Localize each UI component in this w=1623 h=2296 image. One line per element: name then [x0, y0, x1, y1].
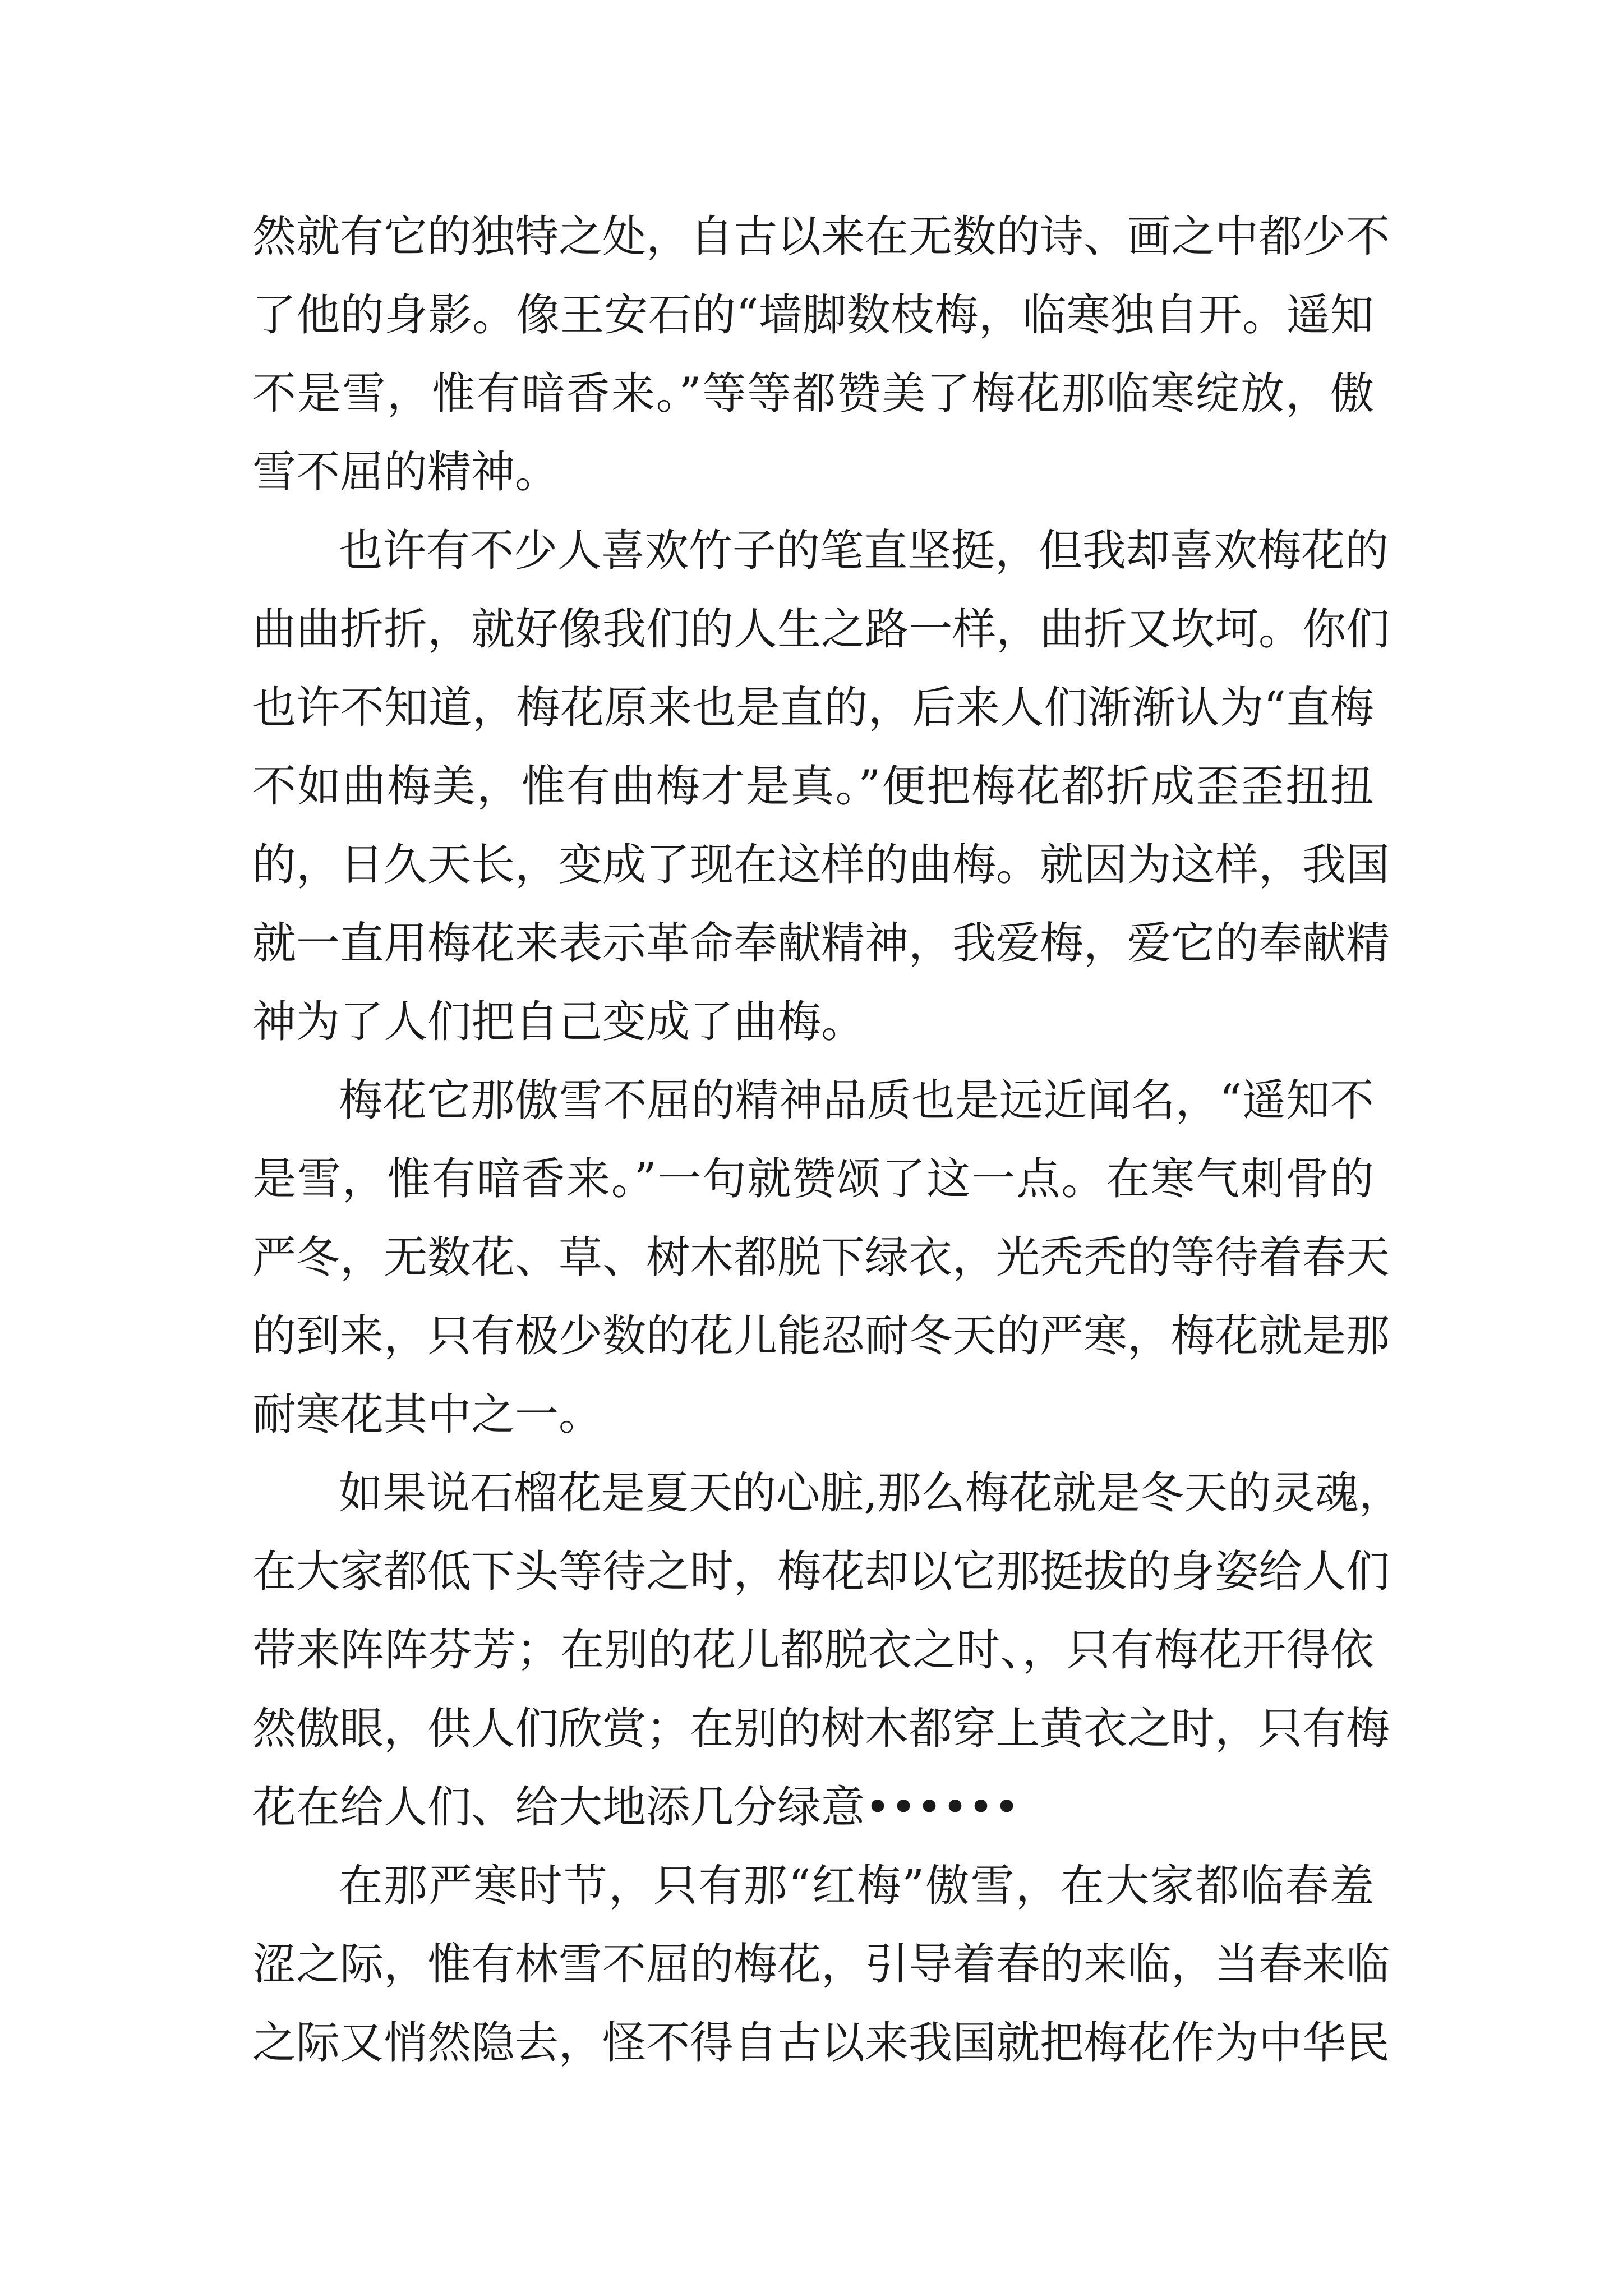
text-line: 耐寒花其中之一。: [252, 1389, 603, 1440]
text-line: 是雪，惟有暗香来。”一句就赞颂了这一点。在寒气刺骨的: [252, 1154, 1374, 1204]
text-line: 的到来，只有极少数的花儿能忍耐冬天的严寒，梅花就是那: [252, 1311, 1390, 1361]
text-line: 在大家都低下头等待之时，梅花却以它那挺拔的身姿给人们: [252, 1547, 1390, 1597]
text-line: 就一直用梅花来表示革命奉献精神，我爱梅，爱它的奉献精: [252, 918, 1390, 969]
text-line: 在那严寒时节，只有那“红梅”傲雪，在大家都临春羞: [339, 1861, 1374, 1911]
text-line: 不如曲梅美，惟有曲梅才是真。”便把梅花都折成歪歪扭扭: [252, 761, 1374, 812]
text-line: 之际又悄然隐去，怪不得自古以来我国就把梅花作为中华民: [252, 2018, 1390, 2068]
text-line: 然傲眼，供人们欣赏；在别的树木都穿上黄衣之时，只有梅: [252, 1704, 1390, 1754]
text-line: 也许不知道，梅花原来也是直的，后来人们渐渐认为“直梅: [252, 683, 1374, 733]
text-line: 雪不屈的精神。: [252, 447, 559, 498]
text-line: 神为了人们把自己变成了曲梅。: [252, 997, 865, 1047]
text-line: 花在给人们、给大地添几分绿意••••••: [252, 1782, 1020, 1833]
text-line: 的，日久天长，变成了现在这样的曲梅。就因为这样，我国: [252, 840, 1390, 890]
text-line: 了他的身影。像王安石的“墙脚数枝梅，临寒独自开。遥知: [252, 290, 1374, 341]
text-line: 然就有它的独特之处，自古以来在无数的诗、画之中都少不: [252, 211, 1390, 262]
text-line: 涩之际，惟有林雪不屈的梅花，引导着春的来临，当春来临: [252, 1939, 1390, 1990]
text-line: 严冬，无数花、草、树木都脱下绿衣，光秃秃的等待着春天: [252, 1232, 1390, 1283]
text-line: 带来阵阵芬芳；在别的花儿都脱衣之时、，只有梅花开得依: [252, 1625, 1374, 1676]
text-line: 不是雪，惟有暗香来。”等等都赞美了梅花那临寒绽放，傲: [252, 369, 1374, 419]
text-line: 曲曲折折，就好像我们的人生之路一样，曲折又坎坷。你们: [252, 604, 1390, 655]
text-line: 如果说石榴花是夏天的心脏,那么梅花就是冬天的灵魂，: [339, 1468, 1403, 1519]
text-line: 也许有不少人喜欢竹子的笔直坚挺，但我却喜欢梅花的: [339, 526, 1389, 576]
text-line: 梅花它那傲雪不屈的精神品质也是远近闻名，“遥知不: [339, 1075, 1374, 1126]
